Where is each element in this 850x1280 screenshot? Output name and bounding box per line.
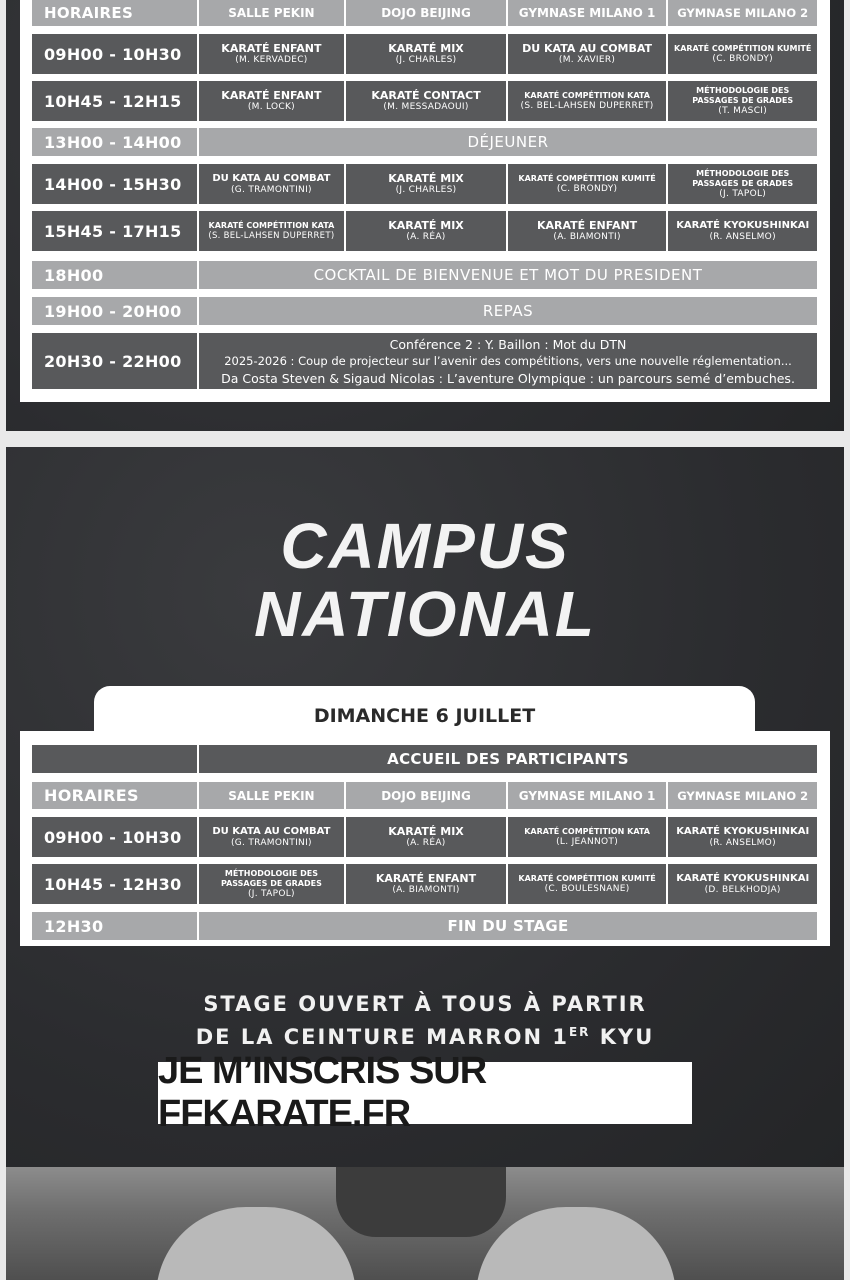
time-slot: 09H00 - 10H30 bbox=[32, 817, 197, 857]
session-cell bbox=[346, 211, 506, 251]
room-header-gymnase-milano-1: GYMNASE MILANO 1 bbox=[508, 0, 667, 26]
session-cell bbox=[668, 164, 817, 204]
session-cell bbox=[199, 864, 345, 904]
day2-date-tab: DIMANCHE 6 JUILLET bbox=[94, 686, 755, 736]
cocktail-label: COCKTAIL DE BIENVENUE ET MOT DU PRESIDENT bbox=[199, 261, 817, 289]
session-title: KARATÉ COMPÉTITION KATA bbox=[524, 90, 650, 100]
session-title: KARATÉ COMPÉTITION KATA bbox=[524, 826, 650, 836]
right-hand-shape bbox=[476, 1207, 676, 1280]
session-cell bbox=[346, 34, 506, 74]
session-teacher: (A. RÉA) bbox=[406, 232, 446, 242]
session-cell bbox=[668, 817, 817, 857]
repas-row bbox=[32, 297, 817, 325]
session-cell bbox=[346, 164, 506, 204]
session-title: MÉTHODOLOGIE DES PASSAGES DE GRADES bbox=[692, 168, 794, 188]
register-link-button[interactable]: JE M’INSCRIS SUR FFKARATE.FR bbox=[158, 1062, 692, 1124]
open-line2-part-a: DE LA CEINTURE MARRON 1 bbox=[195, 1025, 569, 1049]
session-cell bbox=[346, 864, 506, 904]
day2-schedule-card bbox=[20, 731, 830, 946]
campus-title-line1: CAMPUS bbox=[280, 510, 570, 582]
session-teacher: (M. LOCK) bbox=[247, 102, 295, 112]
session-title: KARATÉ KYOKUSHINKAI bbox=[676, 873, 810, 884]
table-row bbox=[32, 81, 817, 121]
session-title: KARATÉ COMPÉTITION KUMITÉ bbox=[518, 173, 656, 183]
session-teacher: (S. BEL-LAHSEN DUPERRET) bbox=[208, 230, 335, 241]
session-cell bbox=[668, 34, 817, 74]
session-cell bbox=[199, 817, 345, 857]
session-title: KARATÉ COMPÉTITION KATA bbox=[208, 220, 335, 230]
session-title: KARATÉ ENFANT bbox=[375, 872, 477, 885]
session-cell bbox=[668, 211, 817, 251]
session-teacher: (D. BELKHODJA) bbox=[704, 885, 781, 895]
session-cell bbox=[199, 34, 345, 74]
session-title: DU KATA AU COMBAT bbox=[212, 173, 331, 184]
day2-header-row bbox=[32, 782, 817, 809]
session-teacher: (L. JEANNOT) bbox=[556, 836, 619, 847]
horaires-header: HORAIRES bbox=[32, 782, 197, 809]
session-teacher: (G. TRAMONTINI) bbox=[230, 838, 312, 848]
karate-gi-photo bbox=[6, 1167, 844, 1280]
session-teacher: (R. ANSELMO) bbox=[709, 838, 776, 848]
session-cell bbox=[199, 164, 345, 204]
room-header-dojo-beijing: DOJO BEIJING bbox=[346, 782, 506, 809]
time-slot: 15H45 - 17H15 bbox=[32, 211, 197, 251]
open-to-all-line2 bbox=[0, 1018, 850, 1051]
room-header-gymnase-milano-2: GYMNASE MILANO 2 bbox=[668, 782, 817, 809]
lunch-label: DÉJEUNER bbox=[199, 128, 817, 156]
time-slot: 10H45 - 12H15 bbox=[32, 81, 197, 121]
session-cell bbox=[508, 34, 667, 74]
room-header-salle-pekin: SALLE PEKIN bbox=[199, 782, 345, 809]
day1-schedule-card bbox=[20, 0, 830, 402]
session-cell bbox=[199, 81, 345, 121]
session-teacher: (S. BEL-LAHSEN DUPERRET) bbox=[520, 100, 654, 111]
session-teacher: (J. CHARLES) bbox=[395, 185, 457, 195]
table-row bbox=[32, 164, 817, 204]
table-row bbox=[32, 34, 817, 74]
lunch-row bbox=[32, 128, 817, 156]
session-teacher: (A. BIAMONTI) bbox=[392, 885, 460, 895]
session-title: KARATÉ ENFANT bbox=[221, 89, 322, 102]
session-cell bbox=[199, 211, 345, 251]
room-header-gymnase-milano-2: GYMNASE MILANO 2 bbox=[668, 0, 817, 26]
session-teacher: (A. BIAMONTI) bbox=[553, 232, 621, 242]
open-line2-superscript: ER bbox=[568, 1025, 591, 1039]
session-teacher: (J. TAPOL) bbox=[247, 888, 295, 899]
session-cell bbox=[508, 81, 667, 121]
session-title: KARATÉ ENFANT bbox=[536, 219, 638, 232]
table-row bbox=[32, 211, 817, 251]
session-title: KARATÉ COMPÉTITION KUMITÉ bbox=[674, 43, 812, 53]
time-slot: 10H45 - 12H30 bbox=[32, 864, 197, 904]
session-teacher: (M. XAVIER) bbox=[558, 55, 616, 65]
end-row bbox=[32, 912, 817, 940]
session-teacher: (C. BOULESNANE) bbox=[544, 883, 630, 894]
session-title: KARATÉ ENFANT bbox=[221, 42, 322, 55]
time-slot: 20H30 - 22H00 bbox=[32, 333, 197, 389]
session-teacher: (J. TAPOL) bbox=[719, 188, 767, 199]
session-cell bbox=[508, 211, 667, 251]
session-cell bbox=[508, 164, 667, 204]
accueil-empty-cell bbox=[32, 745, 197, 773]
time-slot: 19H00 - 20H00 bbox=[32, 297, 197, 325]
accueil-row bbox=[32, 745, 817, 773]
time-slot: 14H00 - 15H30 bbox=[32, 164, 197, 204]
session-title: KARATÉ CONTACT bbox=[371, 89, 481, 102]
day1-header-row bbox=[32, 0, 817, 26]
session-teacher: (M. MESSADAOUI) bbox=[383, 102, 469, 112]
session-teacher: (C. BRONDY) bbox=[556, 183, 618, 194]
open-to-all-line1: STAGE OUVERT À TOUS À PARTIR bbox=[203, 992, 647, 1016]
session-title: KARATÉ KYOKUSHINKAI bbox=[676, 826, 810, 837]
table-row bbox=[32, 864, 817, 904]
session-title: KARATÉ MIX bbox=[388, 172, 464, 185]
table-row bbox=[32, 817, 817, 857]
session-teacher: (M. KERVADEC) bbox=[235, 55, 308, 65]
session-title: KARATÉ KYOKUSHINKAI bbox=[676, 220, 810, 231]
room-header-salle-pekin: SALLE PEKIN bbox=[199, 0, 345, 26]
end-label: FIN DU STAGE bbox=[199, 912, 817, 940]
cocktail-row bbox=[32, 261, 817, 289]
session-title: DU KATA AU COMBAT bbox=[522, 42, 653, 55]
session-title: KARATÉ MIX bbox=[388, 219, 464, 232]
room-header-dojo-beijing: DOJO BEIJING bbox=[346, 0, 506, 26]
conference-line: 2025-2026 : Coup de projecteur sur l’avenir des compétitions, vers une nouvelle réglementation... bbox=[224, 353, 792, 368]
open-line2-part-b: KYU bbox=[590, 1025, 655, 1049]
session-cell bbox=[346, 81, 506, 121]
belt-shape bbox=[336, 1167, 506, 1237]
day1-schedule-table bbox=[32, 0, 817, 390]
session-cell bbox=[668, 864, 817, 904]
session-cell bbox=[508, 817, 667, 857]
session-teacher: (T. MASCI) bbox=[718, 105, 768, 116]
session-teacher: (A. RÉA) bbox=[406, 838, 446, 848]
time-slot: 13H00 - 14H00 bbox=[32, 128, 197, 156]
session-cell bbox=[668, 81, 817, 121]
left-hand-shape bbox=[156, 1207, 356, 1280]
time-slot: 09H00 - 10H30 bbox=[32, 34, 197, 74]
session-title: KARATÉ MIX bbox=[388, 825, 464, 838]
session-teacher: (C. BRONDY) bbox=[712, 53, 773, 64]
day2-schedule-table bbox=[32, 745, 817, 940]
conference-line: Conférence 2 : Y. Baillon : Mot du DTN bbox=[389, 336, 627, 352]
horaires-header: HORAIRES bbox=[32, 0, 197, 26]
conference-details bbox=[199, 333, 817, 389]
day1-panel bbox=[6, 0, 844, 431]
room-header-gymnase-milano-1: GYMNASE MILANO 1 bbox=[508, 782, 667, 809]
campus-title-line2: NATIONAL bbox=[254, 578, 596, 650]
session-title: KARATÉ MIX bbox=[388, 42, 464, 55]
time-slot: 18H00 bbox=[32, 261, 197, 289]
session-cell bbox=[346, 817, 506, 857]
session-title: MÉTHODOLOGIE DES PASSAGES DE GRADES bbox=[692, 85, 794, 105]
session-title: DU KATA AU COMBAT bbox=[212, 826, 331, 837]
session-teacher: (R. ANSELMO) bbox=[709, 232, 776, 242]
session-title: KARATÉ COMPÉTITION KUMITÉ bbox=[518, 873, 656, 883]
session-teacher: (G. TRAMONTINI) bbox=[230, 185, 312, 195]
conference-line: Da Costa Steven & Sigaud Nicolas : L’aventure Olympique : un parcours semé d’embuches. bbox=[221, 370, 795, 386]
accueil-label: ACCUEIL DES PARTICIPANTS bbox=[199, 745, 817, 773]
session-teacher: (J. CHARLES) bbox=[395, 55, 457, 65]
session-title: MÉTHODOLOGIE DES PASSAGES DE GRADES bbox=[220, 868, 322, 888]
repas-label: REPAS bbox=[199, 297, 817, 325]
session-cell bbox=[508, 864, 667, 904]
conference-row bbox=[32, 333, 817, 389]
time-slot: 12H30 bbox=[32, 912, 197, 940]
